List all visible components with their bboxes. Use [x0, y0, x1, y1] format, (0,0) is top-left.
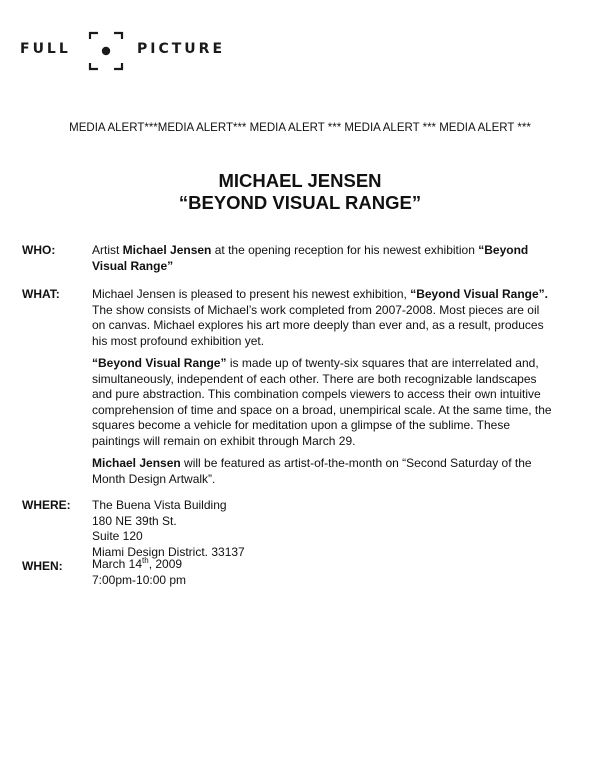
- who-text-mid: at the opening reception for his newest exhibition: [211, 243, 479, 257]
- who-exhibition-name: “Beyond Visual Range”: [92, 243, 529, 273]
- address-line: The Buena Vista Building: [92, 498, 227, 512]
- who-label: WHO:: [22, 243, 56, 257]
- address-line: Suite 120: [92, 529, 143, 543]
- what-p2-exhibition: “Beyond Visual Range”: [92, 356, 227, 370]
- headline-artist: MICHAEL JENSEN: [218, 170, 382, 191]
- logo-word-right: PICTURE: [137, 41, 226, 57]
- what-paragraph-3: [92, 456, 552, 487]
- what-p1-pre: Michael Jensen is pleased to present his newest exhibition,: [92, 287, 411, 301]
- what-paragraph-2: [92, 356, 552, 449]
- event-date: [92, 557, 552, 573]
- headline-exhibition: “BEYOND VISUAL RANGE”: [178, 192, 422, 213]
- event-date-year: , 2009: [148, 557, 183, 571]
- what-p1-post: The show consists of Michael’s work completed from 2007-2008. Most pieces are oil on canvas. Michael explores his art more deeply than ever and, as a result, produces his most profound exhibition yet.: [92, 302, 544, 348]
- viewfinder-logo-icon: [86, 30, 126, 72]
- who-artist-name: Michael Jensen: [122, 243, 212, 257]
- what-p1-exhibition: “Beyond Visual Range”.: [410, 287, 548, 301]
- what-p2-post: is made up of twenty-six squares that are interrelated and, simultaneously, independent of each other. There are both recognizable landscapes and pure abstraction. This combination compels viewers to access their own intuitive comprehension of time and space on a broad, unempirical scale. At the same time, the squares become a vehicle for meditation upon a glimpse of the sublime. These paintings will remain on exhibit through March 29.: [92, 356, 552, 448]
- media-alert-banner: MEDIA ALERT***MEDIA ALERT*** MEDIA ALERT *** MEDIA ALERT *** MEDIA ALERT ***: [69, 122, 531, 134]
- event-date-ordinal: th: [142, 556, 149, 565]
- event-time: 7:00pm-10:00 pm: [92, 572, 187, 587]
- what-p3-post: will be featured as artist-of-the-month on “Second Saturday of the Month Design Artwalk”.: [92, 456, 532, 486]
- where-label: WHERE:: [22, 498, 71, 512]
- what-label: WHAT:: [22, 287, 60, 301]
- who-text-pre: Artist: [92, 243, 123, 257]
- what-p3-artist-name: Michael Jensen: [92, 456, 181, 470]
- logo-word-left: FULL: [20, 41, 71, 57]
- full-picture-logo: [20, 30, 250, 72]
- address-line: 180 NE 39th St.: [92, 513, 177, 528]
- who-text: [92, 243, 552, 274]
- event-date-main: March 14: [92, 557, 143, 571]
- address-line: Miami Design District. 33137: [92, 544, 245, 559]
- where-address: [92, 498, 552, 560]
- what-paragraph-1: [92, 287, 552, 349]
- when-details: [92, 557, 552, 588]
- when-label: WHEN:: [22, 559, 63, 573]
